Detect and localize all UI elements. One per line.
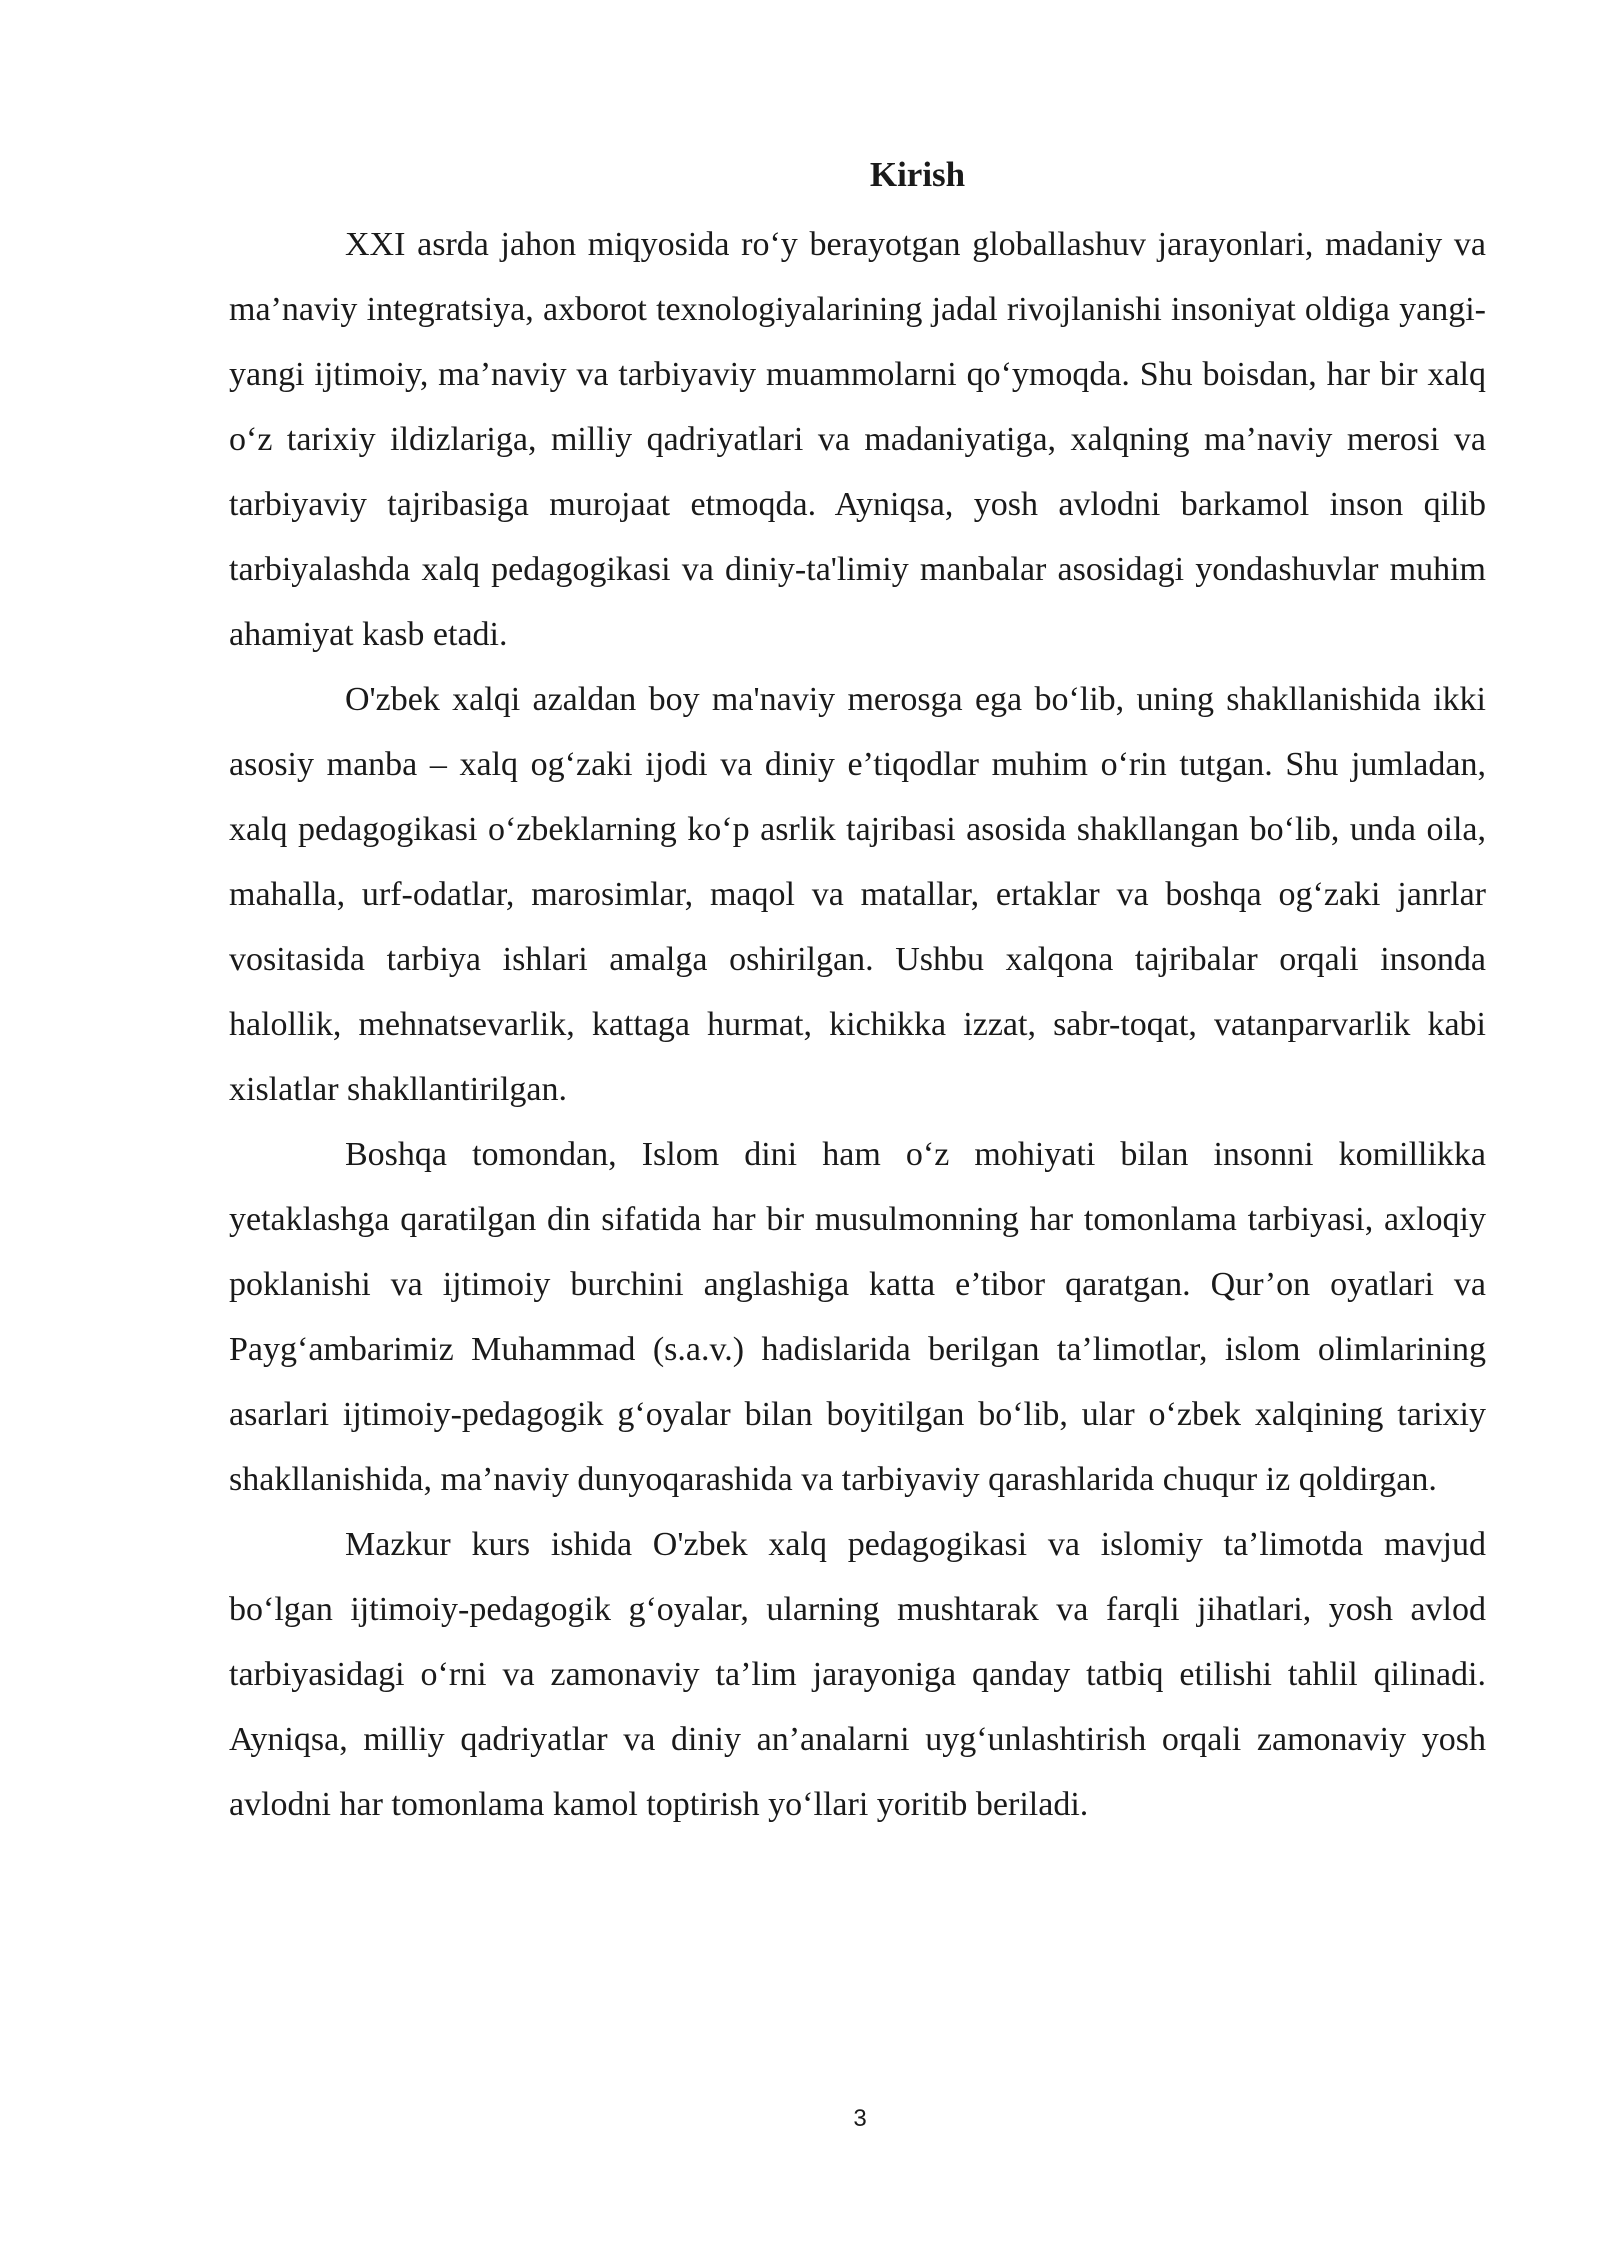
paragraph-2: O'zbek xalqi azaldan boy ma'naviy merosga ega bo‘lib, uning shakllanishida ikki asosiy manba – xalq og‘zaki ijodi va diniy e’tiqodlar muhim o‘rin tutgan. Shu jumladan, xalq pedagogikasi o‘zbeklarning ko‘p asrlik tajribasi asosida shakllangan bo‘lib, unda oila, mahalla, urf-odatlar, marosimlar, maqol va matallar, ertaklar va boshqa og‘zaki janrlar vositasida tarbiya ishlari amalga oshirilgan. Ushbu xalqona tajribalar orqali insonda halollik, mehnatsevarlik, kattaga hurmat, kichikka izzat, sabr-toqat, vatanparvarlik kabi xislatlar shakllantirilgan. [229, 681, 1486, 1108]
page-number: 3 [853, 2105, 867, 2132]
paragraph-4: Mazkur kurs ishida O'zbek xalq pedagogikasi va islomiy ta’limotda mavjud bo‘lgan ijtimoiy-pedagogik g‘oyalar, ularning mushtarak va farqli jihatlari, yosh avlod tarbiyasidagi o‘rni va zamonaviy ta’lim jarayoniga qanday tatbiq etilishi tahlil qilinadi. Ayniqsa, milliy qadriyatlar va diniy an’analarni uyg‘unlashtirish orqali zamonaviy yosh avlodni har tomonlama kamol toptirish yo‘llari yoritib beriladi. [229, 1526, 1486, 1823]
page-title: Kirish [869, 155, 966, 194]
paragraph-3: Boshqa tomondan, Islom dini ham o‘z mohiyati bilan insonni komillikka yetaklashga qaratilgan din sifatida har bir musulmonning har tomonlama tarbiyasi, axloqiy poklanishi va ijtimoiy burchini anglashiga katta e’tibor qaratgan. Qur’on oyatlari va Payg‘ambarimiz Muhammad (s.a.v.) hadislarida berilgan ta’limotlar, islom olimlarining asarlari ijtimoiy-pedagogik g‘oyalar bilan boyitilgan bo‘lib, ular o‘zbek xalqining tarixiy shakllanishida, ma’naviy dunyoqarashida va tarbiyaviy qarashlarida chuqur iz qoldirgan. [229, 1136, 1486, 1498]
page-content [229, 148, 1486, 1837]
paragraph-1: XXI asrda jahon miqyosida ro‘y berayotgan globallashuv jarayonlari, madaniy va ma’naviy integratsiya, axborot texnologiyalarining jadal rivojlanishi insoniyat oldiga yangi-yangi ijtimoiy, ma’naviy va tarbiyaviy muammolarni qo‘ymoqda. Shu boisdan, har bir xalq o‘z tarixiy ildizlariga, milliy qadriyatlari va madaniyatiga, xalqning ma’naviy merosi va tarbiyaviy tajribasiga murojaat etmoqda. Ayniqsa, yosh avlodni barkamol inson qilib tarbiyalashda xalq pedagogikasi va diniy-ta'limiy manbalar asosidagi yondashuvlar muhim ahamiyat kasb etadi. [229, 226, 1486, 653]
